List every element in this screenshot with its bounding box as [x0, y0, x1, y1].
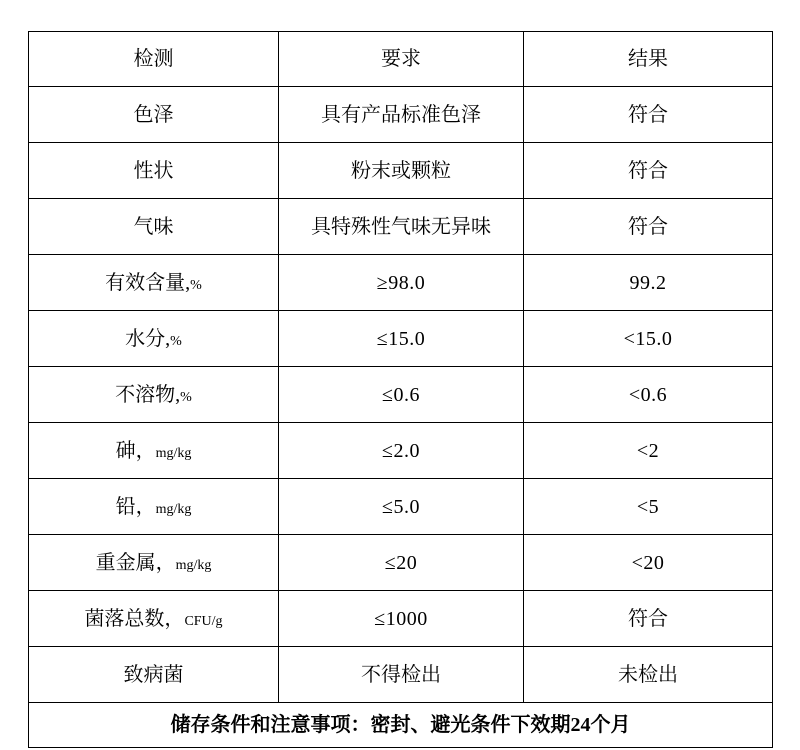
item-label: 气味: [133, 215, 174, 238]
cell-requirement: [279, 255, 524, 311]
item-label: 铅，: [115, 495, 156, 518]
table-row: [29, 143, 773, 199]
requirement-value: 具特殊性气味无异味: [311, 215, 491, 238]
table-row: [29, 311, 773, 367]
cell-result: [524, 143, 773, 199]
cell-item: [29, 479, 279, 535]
item-unit: %: [170, 333, 182, 349]
item-label: 菌落总数，: [84, 607, 185, 630]
cell-requirement: [279, 647, 524, 703]
result-value: 符合: [628, 215, 668, 238]
item-label: 性状: [133, 159, 174, 182]
cell-requirement: [279, 311, 524, 367]
cell-result: [524, 255, 773, 311]
cell-item: [29, 311, 279, 367]
result-value: <20: [631, 551, 665, 574]
requirement-value: ≤0.6: [382, 383, 420, 406]
storage-note-row: [29, 703, 773, 748]
cell-requirement: [279, 591, 524, 647]
item-unit: mg/kg: [155, 445, 192, 461]
cell-item: [29, 199, 279, 255]
header-item-label: 检测: [133, 48, 174, 70]
cell-result: [524, 535, 773, 591]
table-row: [29, 479, 773, 535]
item-label: 重金属，: [95, 551, 176, 574]
result-value: 未检出: [618, 663, 678, 686]
item-unit: %: [190, 277, 202, 293]
table-row: [29, 423, 773, 479]
item-label: 致病菌: [123, 663, 184, 686]
result-value: <2: [636, 439, 660, 462]
cell-requirement: [279, 87, 524, 143]
item-label: 色泽: [133, 103, 174, 126]
table-header-row: [29, 32, 773, 87]
cell-item: [29, 87, 279, 143]
result-value: <15.0: [623, 327, 673, 350]
cell-item: [29, 143, 279, 199]
item-label: 砷，: [115, 439, 156, 462]
cell-requirement: [279, 479, 524, 535]
requirement-value: 粉末或颗粒: [351, 159, 451, 182]
cell-result: [524, 479, 773, 535]
item-label: 不溶物,: [115, 383, 181, 406]
result-value: 符合: [628, 607, 668, 630]
requirement-value: ≤2.0: [382, 439, 420, 462]
header-requirement-label: 要求: [381, 48, 421, 70]
item-unit: %: [180, 389, 192, 405]
cell-requirement: [279, 367, 524, 423]
result-value: 符合: [628, 103, 668, 126]
cell-result: [524, 311, 773, 367]
header-cell-requirement: [279, 32, 524, 87]
table-row: [29, 535, 773, 591]
header-result-label: 结果: [628, 48, 668, 70]
cell-result: [524, 591, 773, 647]
cell-result: [524, 423, 773, 479]
cell-item: [29, 535, 279, 591]
storage-note-cell: [29, 703, 773, 748]
requirement-value: 不得检出: [361, 663, 441, 686]
result-value: <5: [636, 495, 660, 518]
requirement-value: ≤20: [384, 551, 418, 574]
storage-note-text: 储存条件和注意事项：密封、避光条件下效期24个月: [170, 714, 631, 736]
cell-result: [524, 199, 773, 255]
cell-result: [524, 647, 773, 703]
header-cell-item: [29, 32, 279, 87]
cell-requirement: [279, 423, 524, 479]
result-value: 99.2: [629, 271, 667, 294]
item-unit: CFU/g: [184, 613, 223, 629]
requirement-value: ≤15.0: [376, 327, 426, 350]
cell-item: [29, 647, 279, 703]
cell-item: [29, 423, 279, 479]
result-value: <0.6: [628, 383, 668, 406]
item-unit: mg/kg: [155, 501, 192, 517]
cell-requirement: [279, 143, 524, 199]
result-value: 符合: [628, 159, 668, 182]
cell-requirement: [279, 199, 524, 255]
cell-result: [524, 87, 773, 143]
cell-item: [29, 591, 279, 647]
specification-table: [28, 31, 773, 748]
requirement-value: ≥98.0: [376, 271, 426, 294]
cell-item: [29, 367, 279, 423]
table-row: [29, 87, 773, 143]
cell-result: [524, 367, 773, 423]
requirement-value: 具有产品标准色泽: [321, 103, 481, 126]
item-label: 有效含量,: [105, 271, 191, 294]
requirement-value: ≤5.0: [382, 495, 420, 518]
cell-requirement: [279, 535, 524, 591]
table-row: [29, 199, 773, 255]
table-row: [29, 591, 773, 647]
item-label: 水分,: [125, 327, 171, 350]
cell-item: [29, 255, 279, 311]
table-row: [29, 647, 773, 703]
spec-table-wrapper: [28, 31, 772, 748]
requirement-value: ≤1000: [374, 607, 428, 630]
table-row: [29, 367, 773, 423]
header-cell-result: [524, 32, 773, 87]
item-unit: mg/kg: [175, 557, 212, 573]
table-row: [29, 255, 773, 311]
